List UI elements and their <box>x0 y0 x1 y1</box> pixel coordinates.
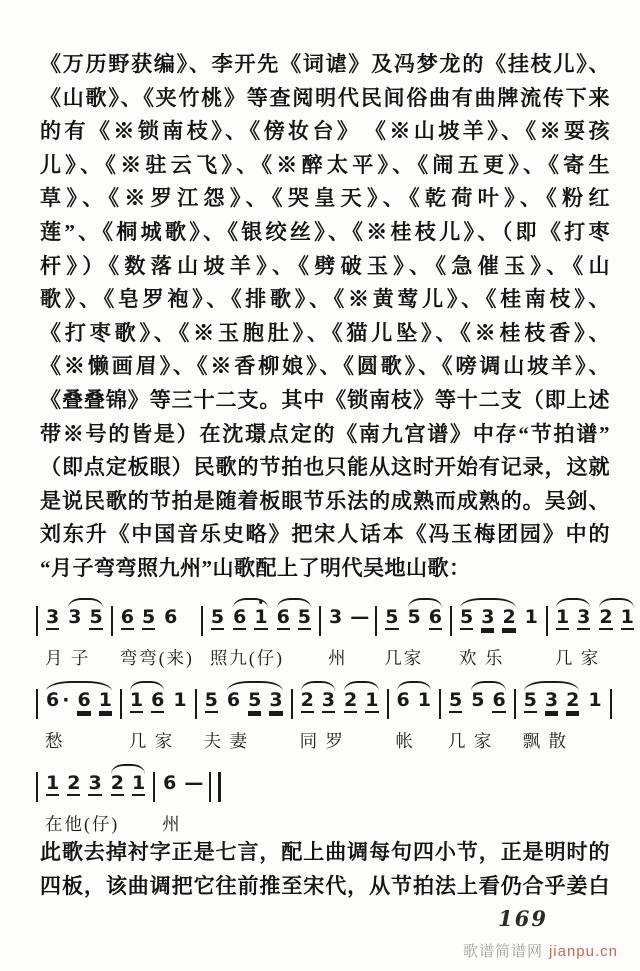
jianpu-note: 6 <box>120 606 134 628</box>
lyric-text: 同 罗 <box>299 731 345 751</box>
slur-group <box>407 606 443 628</box>
slur-group <box>232 606 268 628</box>
octave-dot-above <box>259 600 263 604</box>
watermark <box>463 940 618 961</box>
score-line <box>36 596 634 670</box>
jianpu-note: 2 <box>502 606 516 628</box>
jianpu-note: 5 <box>248 689 262 711</box>
slur-group <box>129 689 165 711</box>
notes-row <box>328 596 368 636</box>
measure <box>441 679 514 753</box>
note-group <box>448 689 463 711</box>
jianpu-note: 2 <box>344 689 358 711</box>
jianpu-note: 6 <box>276 606 290 628</box>
note-group <box>524 606 539 628</box>
slur-group <box>300 689 336 711</box>
measure <box>122 679 195 753</box>
jianpu-note: 5 <box>523 689 537 711</box>
text-line: “月子弯弯照九州”山歌配上了明代吴地山歌： <box>40 555 471 580</box>
note-group <box>172 689 187 711</box>
text-line: 杆》）《数落山坡羊》、《劈破玉》、《急催玉》、《山 <box>40 253 610 278</box>
lyric-text: 几 家 <box>128 731 175 751</box>
text-line: 此歌去掉衬字正是七言，配上曲调每句四小节，正是明时的 <box>40 840 610 864</box>
lyric-text: 州 <box>162 814 182 834</box>
note-group <box>45 772 103 794</box>
body-paragraphs-after-score <box>40 836 610 903</box>
lyric-text: 愁 <box>45 731 65 751</box>
note-group <box>328 606 368 628</box>
text-line: 带※号的皆是）在沈璟点定的《南九宫谱》中存“节拍谱” <box>40 421 610 446</box>
final-barline <box>209 772 221 802</box>
watermark-site-name: 歌谱简谱网 <box>462 943 543 960</box>
measure <box>38 679 120 753</box>
text-line: 《叠叠锦》等三十二支。其中《锁南枝》等十二支（即上述 <box>40 387 610 412</box>
notes-row <box>120 596 194 636</box>
notes-row <box>384 596 443 636</box>
jianpu-note: 2 <box>110 772 124 794</box>
notes-row <box>45 596 104 636</box>
measure <box>516 679 610 753</box>
jianpu-note: 1 <box>365 689 379 711</box>
barline <box>610 689 612 719</box>
jianpu-note: 5 <box>471 689 485 711</box>
measure <box>389 679 439 753</box>
text-line: 草》、《※罗江怨》、《哭皇天》、《乾荷叶》、《粉红 <box>40 186 610 211</box>
lyric-text: 飘 散 <box>522 731 569 751</box>
jianpu-note: 1 <box>46 772 60 794</box>
jianpu-dash: — <box>350 606 368 628</box>
slur-group <box>110 772 146 794</box>
notes-row <box>555 596 635 636</box>
jianpu-note: 6 <box>396 689 410 711</box>
jianpu-note: 5 <box>204 689 218 711</box>
jianpu-note: 1 <box>131 772 146 794</box>
text-line: 是说民歌的节拍是随着板眼节乐法的成熟而成熟的。吴剑、 <box>40 488 610 513</box>
slur-group <box>523 689 581 711</box>
jianpu-note: 5 <box>89 606 103 628</box>
jianpu-note: 1 <box>555 606 570 628</box>
lyric-text: 几 家 <box>447 731 494 751</box>
jianpu-note: 6 <box>233 606 247 628</box>
jianpu-note: 6 <box>492 689 506 711</box>
jianpu-note: 5 <box>385 606 399 628</box>
augmentation-dot: · <box>62 689 70 711</box>
slur-group <box>226 689 284 711</box>
notes-row <box>204 679 284 719</box>
slur-group <box>45 689 113 711</box>
jianpu-note: 3 <box>88 772 102 794</box>
jianpu-note: 1 <box>253 606 268 628</box>
measure <box>452 596 546 670</box>
note-group <box>162 772 202 794</box>
text-line: 《打枣歌》、《※玉胞肚》、《猫儿坠》、《※桂枝香》、 <box>40 320 610 345</box>
note-group <box>587 689 602 711</box>
lyric-text: 夫 妻 <box>203 731 249 751</box>
jianpu-note: 1 <box>98 689 112 711</box>
slur-group <box>470 689 506 711</box>
lyric-text: 照九(仔) <box>209 648 285 668</box>
jianpu-note: 5 <box>407 606 421 628</box>
watermark-site-url: jianpu.cn <box>548 943 618 960</box>
jianpu-note: 3 <box>321 689 336 711</box>
slur-group <box>343 689 379 711</box>
note-group <box>45 606 60 628</box>
jianpu-note: 6 <box>428 606 442 628</box>
measure <box>321 596 375 670</box>
lyric-text: 几 家 <box>554 648 601 668</box>
jianpu-note: 6 <box>77 689 91 711</box>
lyric-text: 月 子 <box>45 648 91 668</box>
slur-group <box>276 606 312 628</box>
jianpu-note: 6 <box>226 689 241 711</box>
measure <box>548 596 640 670</box>
notes-row <box>300 679 380 719</box>
score-line <box>36 762 624 836</box>
jianpu-note: 6 <box>164 606 178 628</box>
slur-group <box>67 606 103 628</box>
lyric-text: 在他(仔) <box>45 814 120 834</box>
jianpu-note: 1 <box>173 689 187 711</box>
note-group <box>210 606 225 628</box>
jianpu-note: 1 <box>417 689 431 711</box>
jianpu-note: 2 <box>300 689 314 711</box>
music-score <box>36 596 634 845</box>
notes-row <box>523 679 603 719</box>
jianpu-note: 5 <box>297 606 312 628</box>
lyric-text: 欢 乐 <box>458 648 505 668</box>
notes-row <box>210 596 312 636</box>
text-line: 《万历野获编》、李开先《词谑》及冯梦龙的《挂枝儿》、 <box>40 52 610 76</box>
notes-row <box>45 679 113 719</box>
text-line: 《山歌》、《夹竹桃》等查阅明代民间俗曲有曲牌流传下来 <box>40 85 610 110</box>
jianpu-note: 2 <box>67 772 81 794</box>
notes-row <box>448 679 507 719</box>
jianpu-note: 1 <box>524 606 538 628</box>
notes-row <box>162 762 202 802</box>
slur-group <box>598 606 634 628</box>
jianpu-note: 5 <box>448 689 463 711</box>
note-group <box>204 689 219 711</box>
score-line <box>36 679 624 753</box>
text-line: 四板，该曲调把它往前推至宋代，从节拍法上看仍合乎姜白 <box>40 873 610 898</box>
page-number: 169 <box>498 906 548 931</box>
text-line: 儿》、《※驻云飞》、《※醉太平》、《闹五更》、《寄生 <box>40 152 610 177</box>
slur-group <box>459 606 517 628</box>
lyric-text: 几家 <box>384 648 424 668</box>
jianpu-note: 3 <box>68 606 82 628</box>
jianpu-note: 2 <box>566 689 580 711</box>
slur-group <box>396 689 432 711</box>
jianpu-note: 3 <box>269 689 283 711</box>
text-line: 《※懒画眉》、《※香柳娘》、《圆歌》、《嗙调山坡羊》、 <box>40 354 610 379</box>
body-paragraphs <box>40 48 610 586</box>
jianpu-note: 2 <box>599 606 613 628</box>
jianpu-note: 1 <box>129 689 144 711</box>
note-group <box>163 606 178 628</box>
jianpu-note: 5 <box>210 606 225 628</box>
jianpu-note: 3 <box>329 606 343 628</box>
jianpu-note: 6 <box>163 772 177 794</box>
jianpu-note: 1 <box>588 689 602 711</box>
measure <box>113 596 201 670</box>
measure <box>38 762 153 836</box>
jianpu-note: 5 <box>141 606 156 628</box>
notes-row <box>45 762 146 802</box>
text-line: （即点定板眼）民歌的节拍也只能从这时开始有记录，这就 <box>40 455 610 480</box>
jianpu-note: 3 <box>544 689 559 711</box>
lyric-text: 帐 <box>395 731 415 751</box>
notes-row <box>396 679 432 719</box>
note-group <box>120 606 156 628</box>
measure <box>155 762 209 836</box>
measure <box>293 679 387 753</box>
measure <box>197 679 291 753</box>
measure <box>377 596 450 670</box>
measure <box>203 596 319 670</box>
jianpu-note: 3 <box>481 606 495 628</box>
text-line: 歌》、《皂罗袍》、《排歌》、《※黄莺儿》、《桂南枝》、 <box>40 287 610 312</box>
jianpu-note: 1 <box>620 606 634 628</box>
note-group <box>384 606 399 628</box>
text-line: 的有《※锁南枝》、《傍妆台》 《※山坡羊》、《※耍孩 <box>40 119 610 144</box>
notes-row <box>459 596 539 636</box>
jianpu-note: 5 <box>459 606 474 628</box>
text-line: 刘东升《中国音乐史略》把宋人话本《冯玉梅团园》中的 <box>40 522 610 547</box>
lyric-text: 州 <box>328 648 348 668</box>
text-line: 莲”、《桐城歌》、《银绞丝》、《※桂枝儿》、（即《打枣 <box>40 219 610 244</box>
jianpu-note: 6 · <box>46 689 70 711</box>
jianpu-note: 6 <box>151 689 165 711</box>
jianpu-dash: — <box>184 772 202 794</box>
measure <box>38 596 111 670</box>
lyric-text: 弯弯(来) <box>119 648 194 668</box>
jianpu-note: 3 <box>46 606 60 628</box>
slur-group <box>555 606 591 628</box>
notes-row <box>129 679 188 719</box>
jianpu-note: 3 <box>577 606 591 628</box>
